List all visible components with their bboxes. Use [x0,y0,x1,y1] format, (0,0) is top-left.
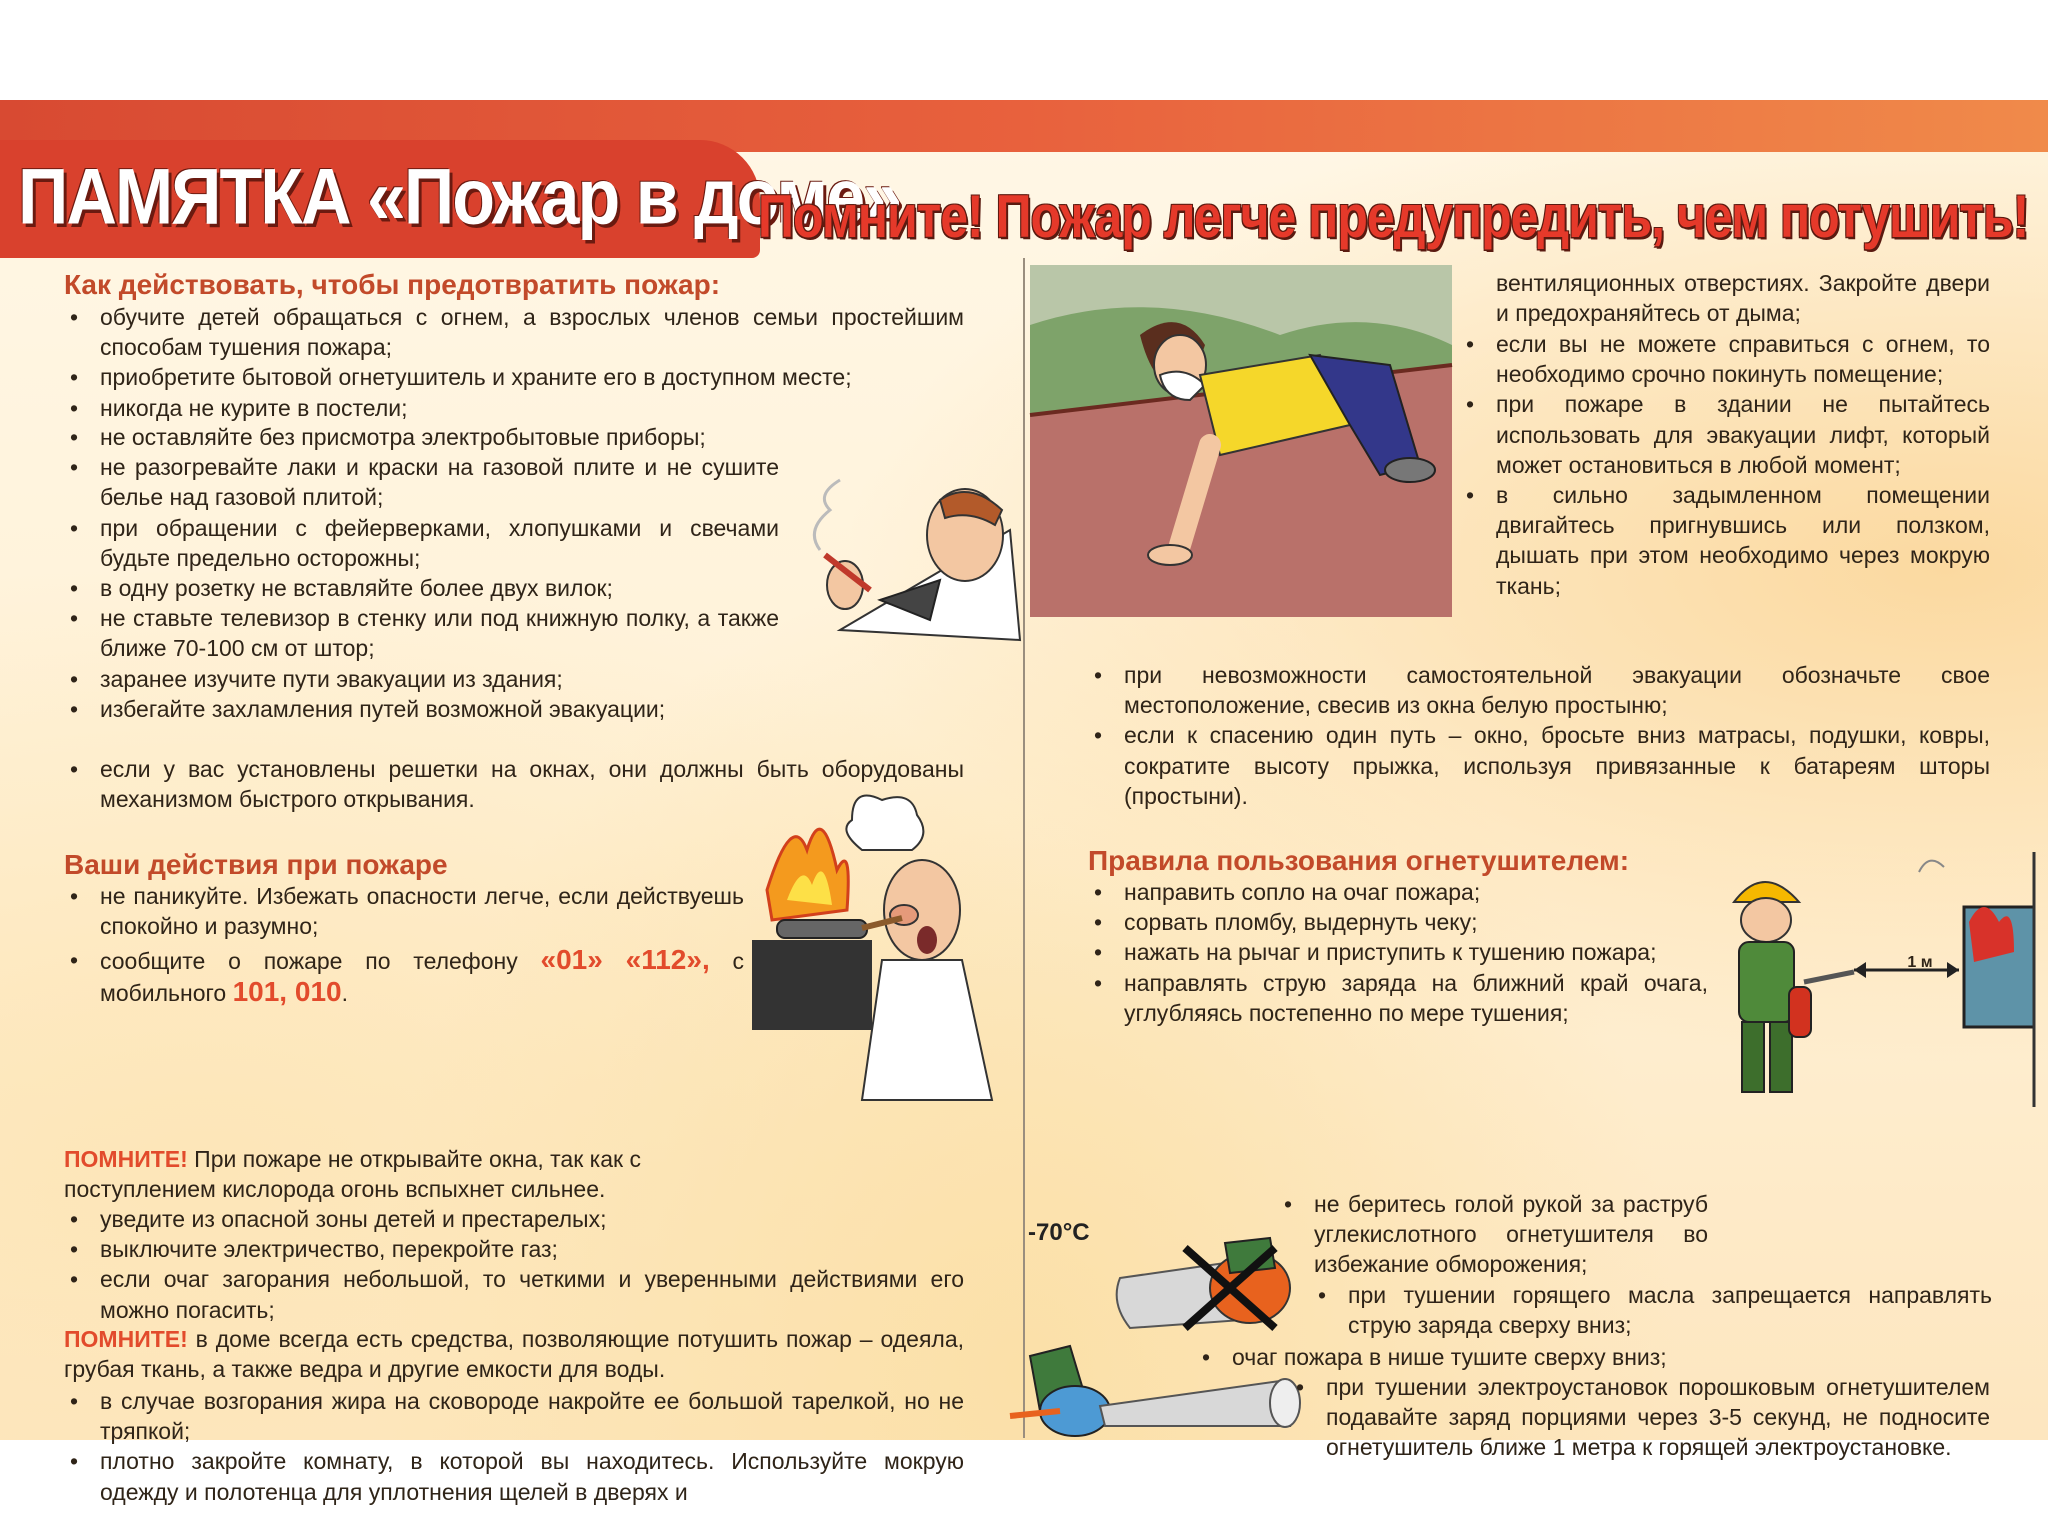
list-item: • уведите из опасной зоны детей и престарелых; [64,1204,964,1234]
powder-extinguisher-illustration [1000,1336,1320,1446]
actions-heading: Ваши действия при пожаре [64,849,448,880]
list-item: • очаг пожара в нише тушите сверху вниз; [1196,1342,1896,1372]
extinguisher-list-b [1278,1189,1708,1280]
list-item: • в одну розетку не вставляйте более двух вилок; [64,573,779,603]
list-item: • избегайте захламления путей возможной эвакуации; [64,694,779,724]
phone-prefix: сообщите о пожаре по телефону [100,948,518,975]
pomnite-label: ПОМНИТЕ! [64,1326,188,1352]
extinguisher-list-a [1088,877,1708,1028]
list-item: • нажать на рычаг и приступить к тушению пожара; [1088,937,1708,967]
list-item: • если очаг загорания небольшой, то четкими и уверенными действиями его можно погасить; [64,1264,964,1324]
list-item: • при тушении горящего масла запрещается направлять струю заряда сверху вниз; [1312,1280,1992,1340]
list-item: • сорвать пломбу, выдернуть чеку; [1088,907,1708,937]
pomnite-text: в доме всегда есть средства, позволяющие потушить пожар – одеяла, грубая ткань, а также ведра и другие емкости для воды. [64,1326,965,1383]
slogan: Помните! Пожар легче предупредить, чем потушить! [758,183,2029,251]
actions-list-c [64,1386,964,1507]
actions-section [64,848,764,882]
prevent-list-b [64,422,779,724]
phone-mobile: 101, 010 [232,975,342,1007]
list-item: • при тушении электроустановок порошковым огнетушителем подавайте заряд порциями через 3-5 секунд, не подносите огнетушитель ближе 1 метра к горящей электроустановке. [1290,1372,1990,1463]
list-item: • если у вас установлены решетки на окнах, они должны быть оборудованы механизмом быстрого открывания. [64,754,964,814]
list-item: • обучите детей обращаться с огнем, а взрослых членов семьи простейшим способам тушения пожара; [64,302,964,362]
chef-illustration [752,790,1022,1110]
right-list-b [1088,660,1990,811]
page-title: ПАМЯТКА «Пожар в доме» [18,153,901,241]
list-item: • при невозможности самостоятельной эвакуации обозначьте свое местоположение, свесив из окна белую простыню; [1088,660,1990,720]
right-list-a [1460,329,1990,601]
prevent-list-a [64,302,964,423]
poster [0,100,2048,1505]
pomnite-means [64,1324,964,1384]
list-item: • при пожаре в здании не пытайтесь использовать для эвакуации лифт, который может остановиться в любой момент; [1460,389,1990,480]
list-item: • направлять струю заряда на ближний край очага, углубляясь постепенно по мере тушения; [1088,968,1708,1028]
pomnite-windows [64,1144,754,1204]
extinguisher-list-c [1312,1280,1992,1340]
list-item: • если вы не можете справиться с огнем, то необходимо срочно покинуть помещение; [1460,329,1990,389]
list-item: • не оставляйте без присмотра электробытовые приборы; [64,422,779,452]
list-item-phone [64,945,744,1007]
distance-label: 1 м [1907,954,1933,971]
phone-end: . [341,979,348,1006]
list-item: • плотно закройте комнату, в которой вы находитесь. Используйте мокрую одежду и полотенца для уплотнения щелей в дверях и [64,1446,964,1506]
extinguisher-section [1088,844,1788,878]
crawling-woman-illustration [1030,265,1452,617]
pomnite-text: При пожаре не открывайте окна, так как с поступлением кислорода огонь вспыхнет сильнее. [64,1146,641,1203]
phone-112: «112», [625,944,710,976]
prevent-section [64,268,964,302]
list-item: • не паникуйте. Избежать опасности легче, если действуешь спокойно и разумно; [64,881,744,941]
list-item: • в сильно задымленном помещении двигайтесь пригнувшись или ползком, дышать при этом необходимо через мокрую ткань; [1460,480,1990,601]
smoking-man-illustration [780,470,1020,640]
list-item: • выключите электричество, перекройте газ; [64,1234,964,1264]
right-continuation: вентиляционных отверстиях. Закройте двери и предохраняйтесь от дыма; [1496,270,1990,327]
column-divider [1023,258,1025,1438]
list-item: • если к спасению один путь – окно, бросьте вниз матрасы, подушки, ковры, сократите высоту прыжка, используя привязанные к батареям шторы (простыни). [1088,720,1990,811]
actions-list-a [64,881,744,1008]
list-item: • в случае возгорания жира на сковороде накройте ее большой тарелкой, но не тряпкой; [64,1386,964,1446]
pomnite-label: ПОМНИТЕ! [64,1146,188,1172]
list-item: • никогда не курите в постели; [64,393,964,423]
firefighter-illustration [1714,852,2044,1112]
list-item: • не ставьте телевизор в стенку или под книжную полку, а также ближе 70-100 см от штор; [64,603,779,663]
list-item: • приобретите бытовой огнетушитель и храните его в доступном месте; [64,362,964,392]
actions-list-b [64,1204,964,1325]
extinguisher-list-e [1290,1372,1990,1463]
phone-mid: с мобильного [100,948,745,1006]
list-item: • при обращении с фейерверками, хлопушками и свечами будьте предельно осторожны; [64,513,779,573]
phone-01: «01» [540,944,603,976]
list-item: • направить сопло на очаг пожара; [1088,877,1708,907]
prevent-heading: Как действовать, чтобы предотвратить пожар: [64,269,721,300]
list-item: • заранее изучите пути эвакуации из здания; [64,664,779,694]
list-item: • не разогревайте лаки и краски на газовой плите и не сушите белье над газовой плитой; [64,452,779,512]
extinguisher-heading: Правила пользования огнетушителем: [1088,845,1630,876]
temperature-label: -70°C [1028,1219,1090,1246]
list-item: • не беритесь голой рукой за раструб углекислотного огнетушителя во избежание обморожения; [1278,1189,1708,1280]
